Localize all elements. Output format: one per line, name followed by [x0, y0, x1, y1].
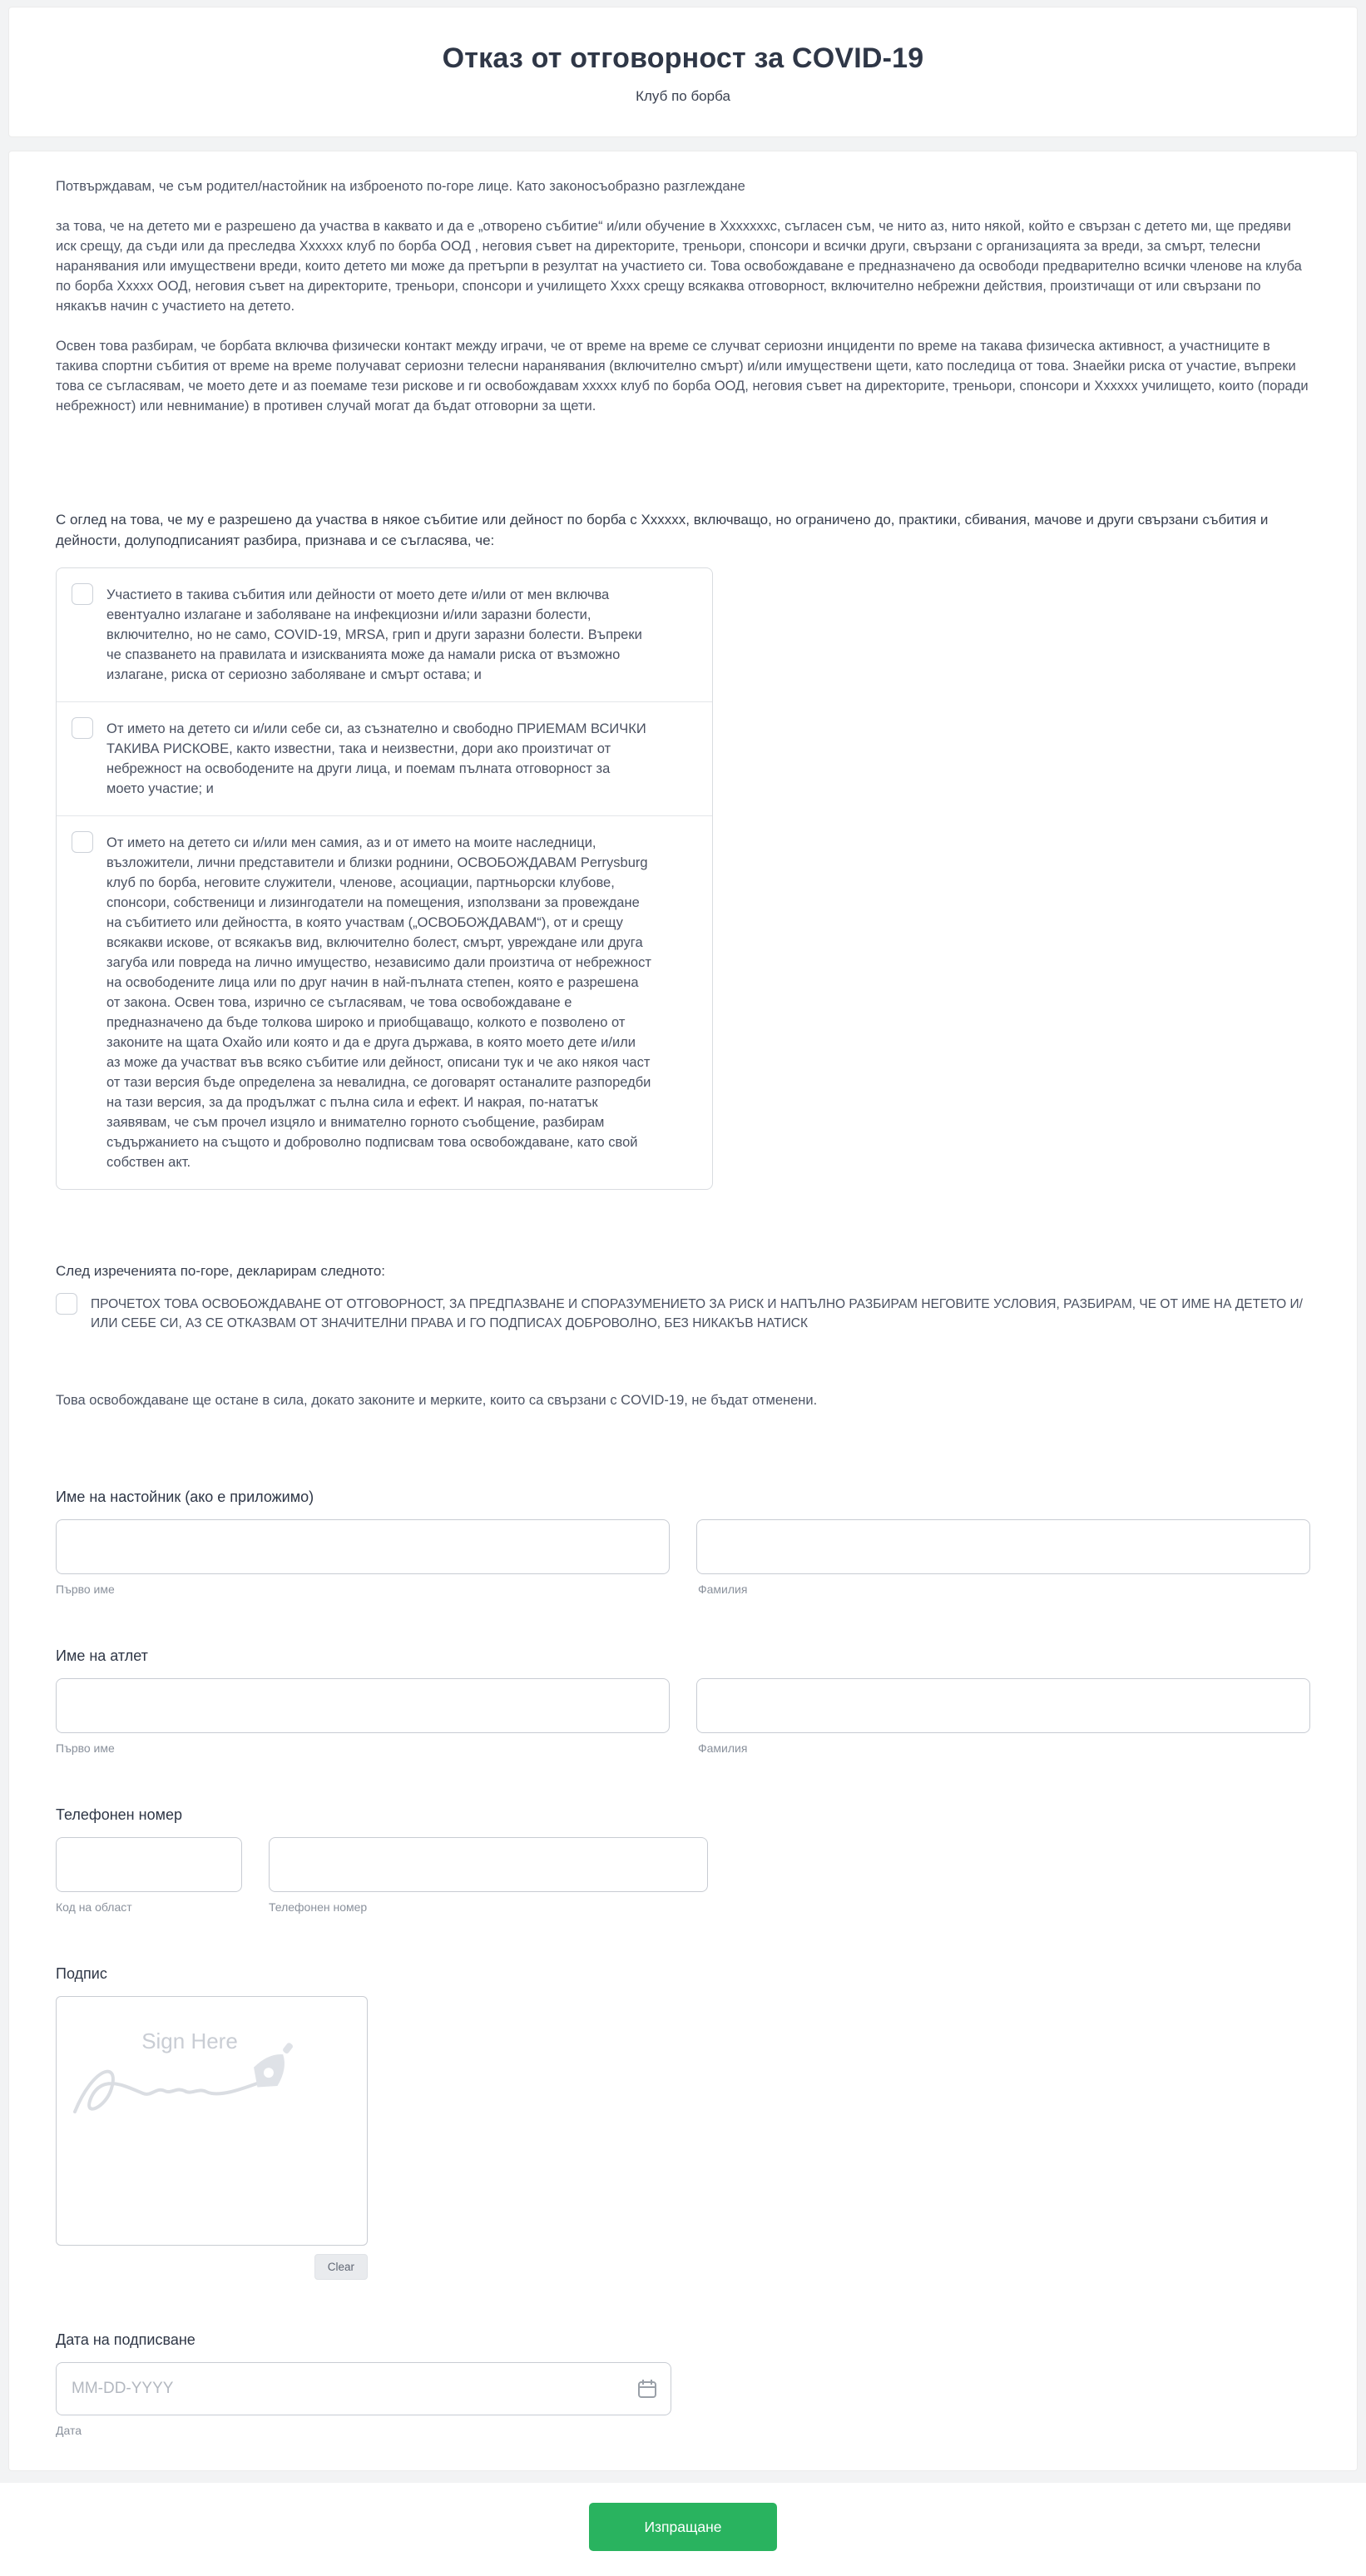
phone-number-sublabel: Телефонен номер [269, 1900, 368, 1914]
signature-pad[interactable] [56, 1996, 368, 2246]
sign-here-text: Sign Here [141, 2029, 238, 2053]
intro-paragraph-1: Потвърждавам, че съм родител/настойник на изброеното по-горе лице. Като законосъобразно разглеждане [56, 179, 745, 194]
page-subtitle: Клуб по борба [636, 88, 730, 104]
athlete-first-name-sublabel: Първо име [56, 1741, 115, 1755]
signature-clear-button[interactable]: Clear [314, 2254, 368, 2280]
athlete-name-inputs [56, 1678, 1310, 1733]
form-footer [0, 2483, 1366, 2576]
athlete-last-name-sublabel: Фамилия [698, 1741, 748, 1755]
signing-date-label: Дата на подписване [56, 2331, 195, 2348]
guardian-first-name-input[interactable] [56, 1519, 670, 1574]
athlete-name-sublabels [56, 1741, 1310, 1755]
risk-item-row [57, 568, 712, 701]
pen-nib-icon [245, 2034, 303, 2096]
athlete-name-label: Име на атлет [56, 1647, 148, 1664]
submit-button[interactable]: Изпращане [589, 2503, 776, 2551]
signature-clear-row [56, 2254, 368, 2280]
athlete-first-name-input[interactable] [56, 1678, 670, 1733]
page-title: Отказ от отговорност за COVID-19 [442, 42, 924, 74]
guardian-first-name-sublabel: Първо име [56, 1583, 115, 1596]
validity-note: Това освобождаване ще остане в сила, докато законите и мерките, които са свързани с COVID-19, не бъдат отменени. [56, 1393, 818, 1408]
risk-item-row [57, 701, 712, 815]
phone-inputs [56, 1837, 1310, 1892]
risk-checkbox-group [56, 567, 713, 1190]
form-header [8, 7, 1358, 137]
intro-paragraph-3: Освен това разбирам, че борбата включва физически контакт между играчи, че от време на време се случват сериозни инциденти по време на такава физическа активност, а участниците в такива спортни събития от време на време получават сериозни телесни наранявания (включително смърт) и/или имуществени щети, като последица от това. Знаейки риска от участие, въпреки това се съгласявам, че моето дете и аз поемаме тези рискове и ги освобождавам ххххх клуб по борба ООД, неговия съвет на директорите, треньори, спонсори и Хххххх училището, които (поради небрежност) или невнимание) в противен случай могат да бъдат отговорни за щети. [56, 339, 1309, 414]
risk-checkbox-2[interactable] [72, 717, 93, 739]
signing-date-field [56, 2362, 671, 2415]
risk-checkbox-1[interactable] [72, 583, 93, 605]
phone-area-code-input[interactable] [56, 1837, 242, 1892]
risk-checkbox-3[interactable] [72, 831, 93, 853]
signature-label: Подпис [56, 1965, 107, 1982]
sign-here-placeholder [57, 1997, 367, 2155]
risk-section-intro: С оглед на това, че му е разрешено да участва в някое събитие или дейност по борба с Хххххх, включващо, но ограничено до, практики, сбивания, мачове и други свързани събития и дейности, долуподписаният разбира, признава и се съгласява, че: [56, 512, 1269, 548]
phone-area-code-sublabel: Код на област [56, 1900, 132, 1914]
signature-squiggle-icon [75, 2072, 266, 2112]
risk-checkbox-2-label: От името на детето си и/или себе си, аз съзнателно и свободно ПРИЕМАМ ВСИЧКИ ТАКИВА РИСКОВЕ, както известни, така и неизвестни, дори ако произтичат от небрежност на освободените на други лица, и поемам пълната отговорност за моето участие; и [106, 721, 646, 796]
phone-number-input[interactable] [269, 1837, 708, 1892]
phone-label: Телефонен номер [56, 1806, 182, 1823]
risk-item-row [57, 815, 712, 1189]
guardian-name-label: Име на настойник (ако е приложимо) [56, 1489, 314, 1505]
phone-sublabels [56, 1900, 1310, 1914]
risk-checkbox-1-label: Участието в такива събития или дейности от моето дете и/или от мен включва евентуално излагане и заболяване на инфекциозни и/или заразни болести, включително, но не само, COVID-19, MRSA, грип и други заразни болести. Въпреки че спазването на правилата и изискванията може да намали риска от възможно излагане, риска от сериозно заболяване и смърт остава; и [106, 587, 642, 682]
signing-date-input[interactable] [56, 2362, 671, 2415]
guardian-last-name-input[interactable] [696, 1519, 1310, 1574]
calendar-icon[interactable] [636, 2378, 658, 2400]
guardian-name-sublabels [56, 1583, 1310, 1596]
guardian-name-inputs [56, 1519, 1310, 1574]
form-body [8, 151, 1358, 2471]
declaration-row [56, 1295, 1310, 1333]
declaration-checkbox-label: ПРОЧЕТОХ ТОВА ОСВОБОЖДАВАНЕ ОТ ОТГОВОРНОСТ, ЗА ПРЕДПАЗВАНЕ И СПОРАЗУМЕНИЕТО ЗА РИСК И НАПЪЛНО РАЗБИРАМ НЕГОВИТЕ УСЛОВИЯ, РАЗБИРАМ, ЧЕ ОТ ИМЕ НА ДЕТЕТО И/ИЛИ СЕБЕ СИ, АЗ СЕ ОТКАЗВАМ ОТ ЗНАЧИТЕЛНИ ПРАВА И ГО ПОДПИСАХ ДОБРОВОЛНО, БЕЗ НИКАКЪВ НАТИСК [91, 1297, 1303, 1330]
risk-checkbox-3-label: От името на детето си и/или мен самия, аз и от името на моите наследници, възложители, лични представители и близки роднини, ОСВОБОЖДАВАМ Perrysburg клуб по борба, неговите служители, членове, асоциации, партньорски клубове, спонсори, собственици и лизингодатели на помещения, използвани за провеждане на събитието или дейността, в която участвам („ОСВОБОЖДАВАМ“), от и срещу всякакви искове, от всякакъв вид, включително болест, смърт, увреждане или друга загуба или повреда на лично имущество, независимо дали произтича от небрежност на освободените лица или по друг начин в най-пълната степен, която е разрешена от закона. Освен това, изрично се съгласявам, че това освобождаване е предназначено да бъде толкова широко и приобщаващо, колкото е позволено от законите на щата Охайо или която и да е друга държава, в която моето дете и/или аз може да участват във всяко събитие или дейност, описани тук и че ако някоя част от тази версия бъде определена за невалидна, се договарят останалите разпоредби на тази версия, за да продължат с пълна сила и ефект. И накрая, по-нататък заявявам, че съм прочел изцяло и внимателно горното съобщение, разбирам съдържанието на същото и доброволно подписвам това освобождаване, като свой собствен акт. [106, 835, 651, 1170]
declaration-checkbox[interactable] [56, 1293, 77, 1315]
athlete-last-name-input[interactable] [696, 1678, 1310, 1733]
declaration-intro: След изреченията по-горе, декларирам следното: [56, 1263, 385, 1279]
date-sublabels [56, 2424, 1310, 2437]
guardian-last-name-sublabel: Фамилия [698, 1583, 748, 1596]
date-sublabel: Дата [56, 2424, 82, 2437]
intro-paragraph-2: за това, че на детето ми е разрешено да участва в каквато и да е „отворено събитие“ и/или обучение в Хххххххс, съгласен съм, че нито аз, нито някой, който е свързан с детето ми, ще предяви иск срещу, да съди или да преследва Хххххх клуб по борба ООД , неговия съвет на директорите, треньори, спонсори и всички други, свързани с организацията за вреди, за смърт, телесни наранявания или имуществени вреди, които детето ми може да претърпи в резултат на участието си. Това освобождаване е предназначено да освободи предварително всички членове на клуба по борба Ххххх ООД, неговия съвет на директорите, треньори, спонсори и училището Хххх срещу всякаква отговорност, включително небрежни действия, произтичащи от или свързани по някакъв начин с участието на детето. [56, 219, 1302, 314]
